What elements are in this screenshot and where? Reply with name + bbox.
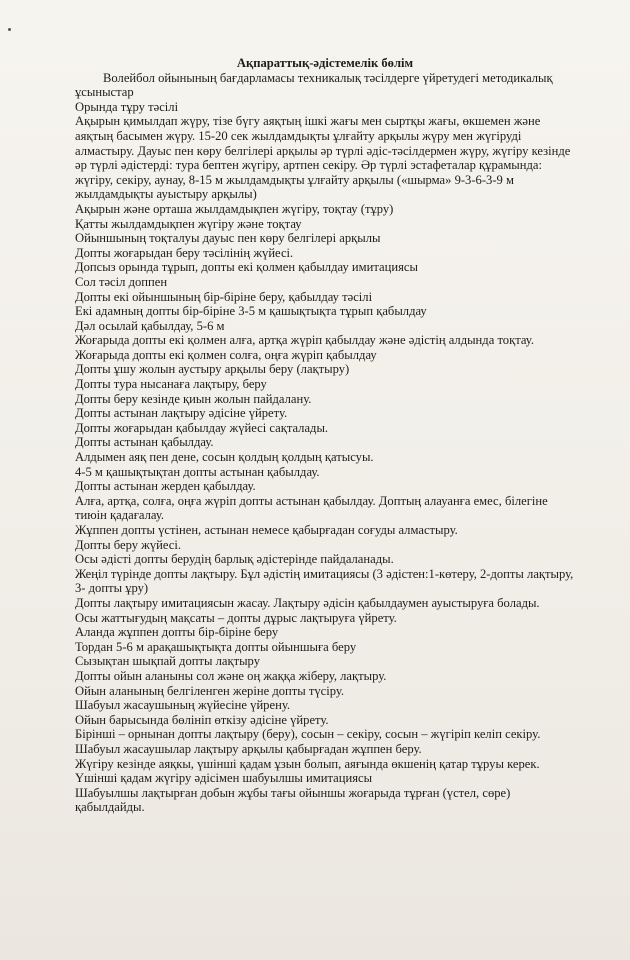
document-title: Ақпараттық-әдістемелік бөлім bbox=[236, 56, 414, 70]
document-line: Допты лақтыру имитациясын жасау. Лақтыру әдісін қабылдаумен ауыстыруға болады. bbox=[75, 595, 540, 610]
document-line: Допты екі ойыншының бір-біріне беру, қабылдау тәсілі bbox=[75, 289, 373, 304]
document-line: Допты астынан лақтыру әдісіне үйрету. bbox=[75, 406, 288, 421]
document-line: Аланда жұппен допты бір-біріне беру bbox=[75, 625, 279, 640]
document-line: Сызықтан шықпай допты лақтыру bbox=[75, 654, 260, 669]
document-line: Допты астынан жерден қабылдау. bbox=[75, 479, 256, 494]
document-line: Екі адамның допты бір-біріне 3-5 м қашықтықта тұрып қабылдау bbox=[75, 304, 427, 319]
document-line: Допты тура нысанаға лақтыру, беру bbox=[75, 377, 267, 392]
document-line: Үшінші қадам жүгіру әдісімен шабуылшы имитациясы bbox=[75, 771, 373, 786]
document-line: Алға, артқа, солға, оңға жүріп допты астынан қабылдау. Доптың алауанға емес, білегіне тиюін қадағалау. bbox=[75, 493, 548, 523]
document-line: Допсыз орында тұрып, допты екі қолмен қабылдау имитациясы bbox=[75, 260, 418, 275]
document-line: Допты астынан қабылдау. bbox=[75, 435, 214, 450]
document-line: Жеңіл түрінде допты лақтыру. Бұл әдістің имитациясы (3 әдістен:1-көтеру, 2-допты лақтыру, 3- допты ұру) bbox=[75, 566, 574, 596]
document-line: Орында тұру тәсілі bbox=[75, 99, 179, 114]
document-intro: Волейбол ойынының бағдарламасы техникалық тәсілдерге үйретудегі методикалық ұсыныстар bbox=[75, 70, 553, 100]
document-line: Жұппен допты үстінен, астынан немесе қабырғадан соғуды алмастыру. bbox=[75, 523, 458, 537]
document-line: 4-5 м қашықтықтан допты астынан қабылдау. bbox=[75, 464, 320, 479]
document-line: Сол тәсіл доппен bbox=[75, 274, 168, 289]
document-line: Допты беру жүйесі. bbox=[75, 537, 182, 552]
document-lines bbox=[75, 100, 575, 815]
document-line: Ақырын және орташа жылдамдықпен жүгіру, тоқтау (тұру) bbox=[75, 201, 394, 216]
document-line: Жүгіру кезінде аяқкы, үшінші қадам ұзын болып, аяғында өкшенің қатар тұруы керек. bbox=[75, 756, 540, 771]
document-line: Допты беру кезінде қиын жолын пайдалану. bbox=[75, 391, 312, 406]
document-line: Шабуылшы лақтырған добын жұбы тағы ойыншы жоғарыда тұрған (үстел, сөре) қабылдайды. bbox=[75, 785, 511, 815]
document-line: Допты ұшу жолын аустыру арқылы беру (лақтыру) bbox=[75, 362, 350, 377]
document-line: Осы жаттығудың мақсаты – допты дұрыс лақтыруға үйрету. bbox=[75, 610, 397, 625]
scan-speck bbox=[8, 28, 11, 31]
document-line: Допты жоғарыдан қабылдау жүйесі сақталады. bbox=[75, 420, 329, 435]
document-line: Осы әдісті допты берудің барлық әдістерінде пайдаланады. bbox=[75, 552, 394, 567]
document-line: Жоғарыда допты екі қолмен солға, оңға жүріп қабылдау bbox=[75, 347, 377, 362]
document-line: Ойын барысында бөлініп өткізу әдісіне үйрету. bbox=[75, 712, 329, 727]
document-line: Ақырын қимылдап жүру, тізе бүгу аяқтың ішкі жағы мен сыртқы жағы, өкшемен және аяқтың басымен жүру. 15-20 сек жылдамдықты ұлғайту арқылы жүру мен жүгіруді алмастыру. Дауыс пен көру белгілері арқылы әр түрлі әдіс-тәсілдермен жүру, жүгіру кезінде әр түрлі әдістерді: тура бептен жүгіру, артпен секіру. Әр түрлі эстафеталар құрамында: жүгіру, секіру, аунау, 8-15 м жылдамдықты ұлғайту арқылы («шырма» 9-3-6-3-9 м жылдамдықты ауыстыру арқылы) bbox=[75, 114, 571, 202]
document-line: Жоғарыда допты екі қолмен алға, артқа жүріп қабылдау және әдістің алдында тоқтау. bbox=[75, 333, 534, 348]
document-line: Қатты жылдамдықпен жүгіру және тоқтау bbox=[75, 216, 302, 231]
document-body bbox=[75, 56, 575, 815]
document-line: Бірінші – орнынан допты лақтыру (беру), сосын – секіру, сосын – жүгіріп келіп секіру. bbox=[75, 727, 541, 742]
document-line: Дәл осылай қабылдау, 5-6 м bbox=[75, 318, 225, 333]
document-line: Допты жоғарыдан беру тәсілінің жүйесі. bbox=[75, 245, 294, 260]
document-line: Шабуыл жасаушының жүйесіне үйрену. bbox=[75, 698, 290, 713]
document-line: Шабуыл жасаушылар лақтыру арқылы қабырғадан жұппен беру. bbox=[75, 741, 422, 756]
document-line: Алдымен аяқ пен дене, сосын қолдың қолдың қатысуы. bbox=[75, 450, 374, 465]
document-line: Ойын аланының белгіленген жеріне допты түсіру. bbox=[75, 683, 345, 698]
document-line: Тордан 5-6 м арақашықтықта допты ойыншыға беру bbox=[75, 639, 357, 654]
document-line: Ойыншының тоқталуы дауыс пен көру белгілері арқылы bbox=[75, 231, 381, 246]
document-line: Допты ойын аланыны сол жәнe оң жаққа жіберу, лақтыру. bbox=[75, 668, 387, 683]
